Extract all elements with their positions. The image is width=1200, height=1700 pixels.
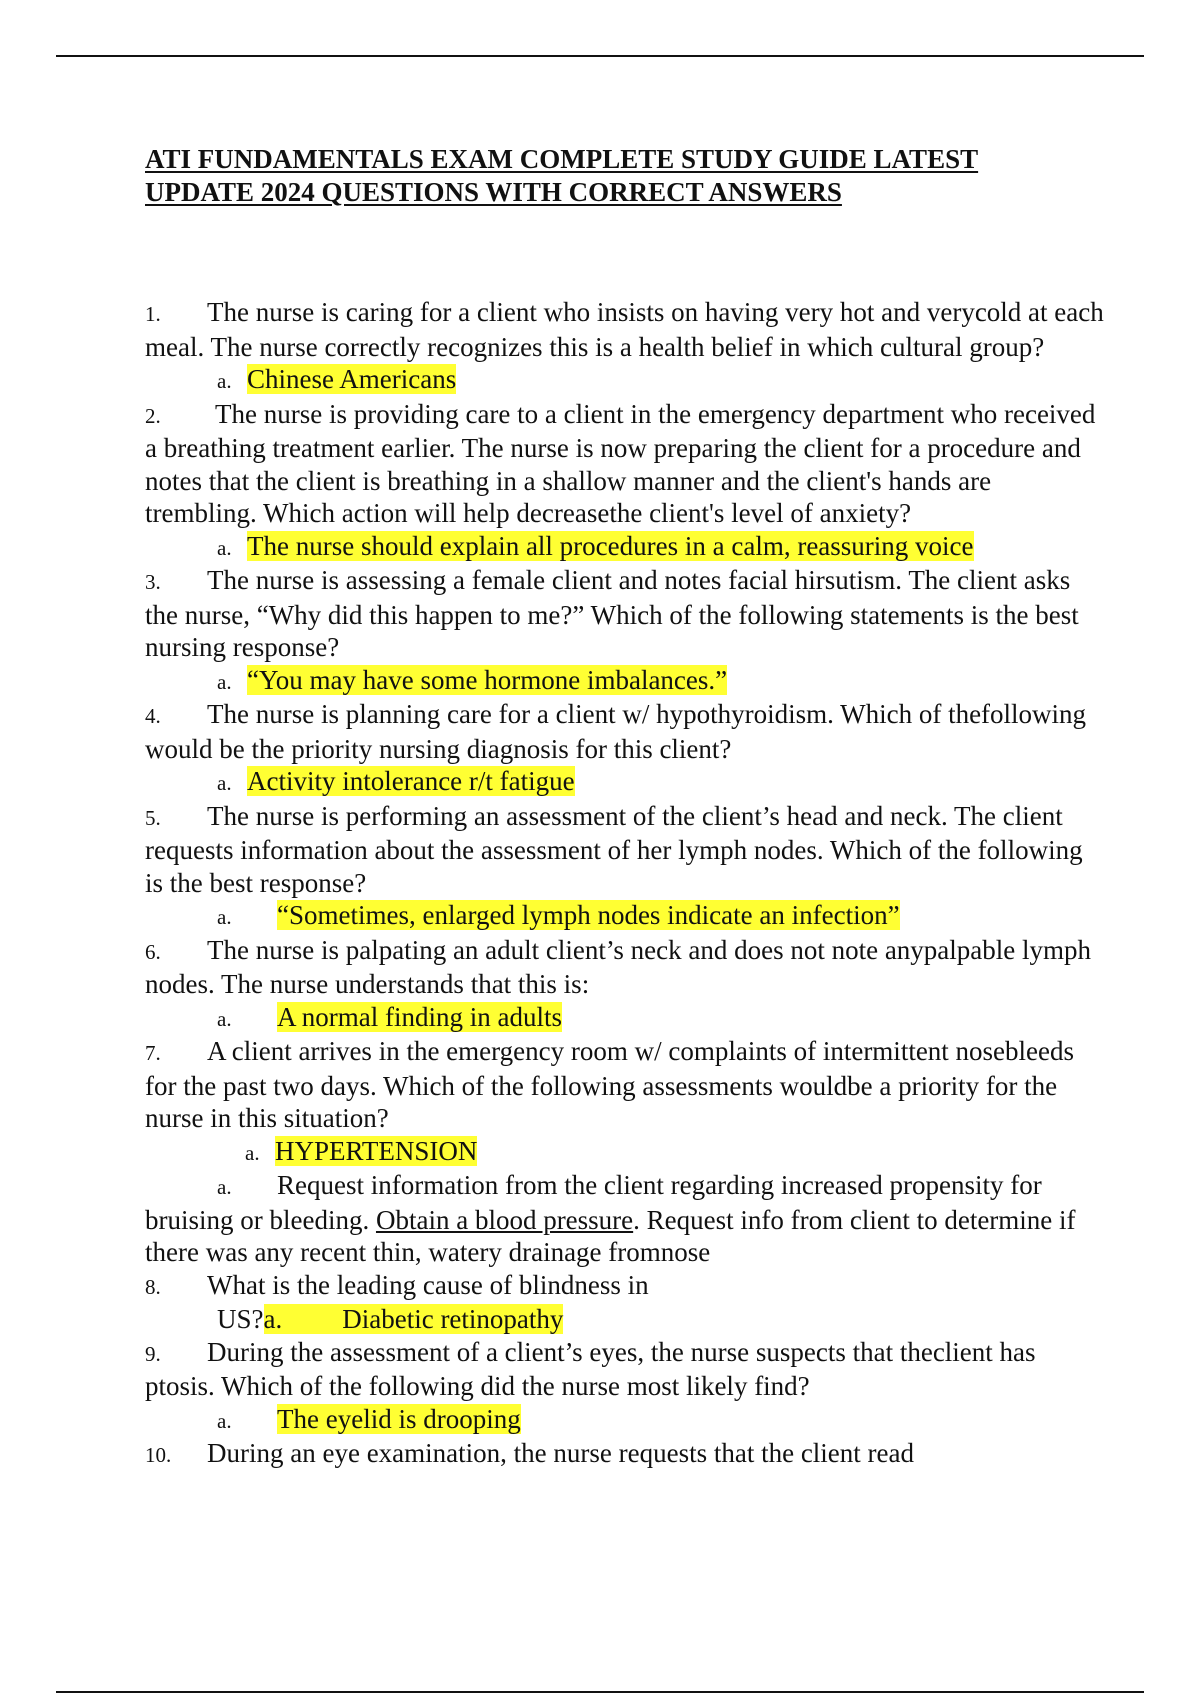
question-text: The nurse is palpating an adult client’s neck and does not note anypalpable lymph nodes. The nurse understands that this is: <box>145 934 1092 999</box>
question-text: During an eye examination, the nurse requests that the client read <box>207 1438 914 1468</box>
answer-4: a. Activity intolerance r/t fatigue <box>217 766 575 796</box>
answer-7-rationale: a. Request information from the client regarding increased propensity for bruising or bleeding. Obtain a blood pressure. Request info from client to determine if there was any recent thin, watery drainage fromnose <box>145 1170 1076 1267</box>
question-3: 3. The nurse is assessing a female client and notes facial hirsutism. The client asks the nurse, “Why did this happen to me?” Which of the following statements is the best nursing response? <box>145 565 1079 662</box>
answer-7: a. HYPERTENSION <box>245 1135 478 1166</box>
question-text: During the assessment of a client’s eyes, the nurse suspects that theclient has ptosis. Which of the following did the nurse most likely find? <box>145 1336 1036 1401</box>
answer-5: a. “Sometimes, enlarged lymph nodes indicate an infection” <box>217 900 900 930</box>
header-rule <box>56 55 1144 57</box>
answer-3: a. “You may have some hormone imbalances.” <box>217 664 728 695</box>
question-text: The nurse is assessing a female client and notes facial hirsutism. The client asks the nurse, “Why did this happen to me?” Which of the following statements is the best nursing response? <box>145 565 1079 662</box>
question-list <box>145 296 1105 1472</box>
highlighted-answer: HYPERTENSION <box>275 1135 478 1166</box>
question-6: 6. The nurse is palpating an adult client’s neck and does not note anypalpable lymph nodes. The nurse understands that this is: <box>145 934 1092 999</box>
question-text-continued: US? <box>217 1304 264 1334</box>
answer-9: a. The eyelid is drooping <box>217 1403 521 1434</box>
footer-rule <box>56 1691 1144 1693</box>
question-2: 2. The nurse is providing care to a client in the emergency department who received a breathing treatment earlier. The nurse is now preparing the client for a procedure and notes that the client is breathing in a shallow manner and the client's hands are trembling. Which action will help decreasethe client's level of anxiety? <box>145 398 1096 528</box>
highlighted-answer: A normal finding in adults <box>277 1001 562 1032</box>
highlighted-answer: The eyelid is drooping <box>277 1403 521 1434</box>
question-5: 5. The nurse is performing an assessment of the client’s head and neck. The client requests information about the assessment of her lymph nodes. Which of the following is the best response? <box>145 800 1083 898</box>
question-text: The nurse is planning care for a client w/ hypothyroidism. Which of thefollowing would be the priority nursing diagnosis for this client? <box>145 699 1087 764</box>
answer-6: a. A normal finding in adults <box>217 1001 562 1032</box>
question-1: 1. The nurse is caring for a client who insists on having very hot and verycold at each meal. The nurse correctly recognizes this is a health belief in which cultural group? <box>145 297 1104 362</box>
question-10: 10. During an eye examination, the nurse requests that the client read <box>145 1438 914 1468</box>
highlighted-answer: Chinese Americans <box>247 364 457 394</box>
question-text: The nurse is caring for a client who insists on having very hot and verycold at each meal. The nurse correctly recognizes this is a health belief in which cultural group? <box>145 297 1104 362</box>
question-text: What is the leading cause of blindness in <box>207 1269 649 1300</box>
highlighted-answer: a. Diabetic retinopathy <box>263 1304 564 1334</box>
title-line-1: ATI FUNDAMENTALS EXAM COMPLETE STUDY GUIDE LATEST <box>145 144 979 174</box>
question-8: 8. What is the leading cause of blindness in <box>145 1269 649 1300</box>
question-text: The nurse is providing care to a client in the emergency department who received a breathing treatment earlier. The nurse is now preparing the client for a procedure and notes that the client is breathing in a shallow manner and the client's hands are trembling. Which action will help decreasethe client's level of anxiety? <box>145 398 1096 528</box>
highlighted-answer: The nurse should explain all procedures in a calm, reassuring voice <box>247 530 974 561</box>
answer-1: a. Chinese Americans <box>217 364 457 394</box>
highlighted-answer: Activity intolerance r/t fatigue <box>247 766 575 796</box>
highlighted-answer: “You may have some hormone imbalances.” <box>247 664 728 695</box>
question-4: 4. The nurse is planning care for a client w/ hypothyroidism. Which of thefollowing would be the priority nursing diagnosis for this client? <box>145 699 1087 764</box>
question-text: The nurse is performing an assessment of the client’s head and neck. The client requests information about the assessment of her lymph nodes. Which of the following is the best response? <box>145 800 1083 898</box>
document-title <box>145 143 1105 209</box>
question-9: 9. During the assessment of a client’s eyes, the nurse suspects that theclient has ptosis. Which of the following did the nurse most likely find? <box>145 1336 1036 1401</box>
title-line-2: UPDATE 2024 QUESTIONS WITH CORRECT ANSWERS <box>145 177 842 207</box>
question-text: A client arrives in the emergency room w/ complaints of intermittent nosebleeds for the past two days. Which of the following assessments wouldbe a priority for the nurse in this situation? <box>145 1036 1075 1133</box>
answer-2: a. The nurse should explain all procedures in a calm, reassuring voice <box>217 530 974 561</box>
highlighted-answer: “Sometimes, enlarged lymph nodes indicate an infection” <box>277 900 900 930</box>
underlined-phrase: Obtain a blood pressure <box>375 1204 634 1235</box>
answer-8 <box>145 1303 1105 1336</box>
question-7: 7. A client arrives in the emergency room w/ complaints of intermittent nosebleeds for the past two days. Which of the following assessments wouldbe a priority for the nurse in this situation? <box>145 1036 1075 1133</box>
